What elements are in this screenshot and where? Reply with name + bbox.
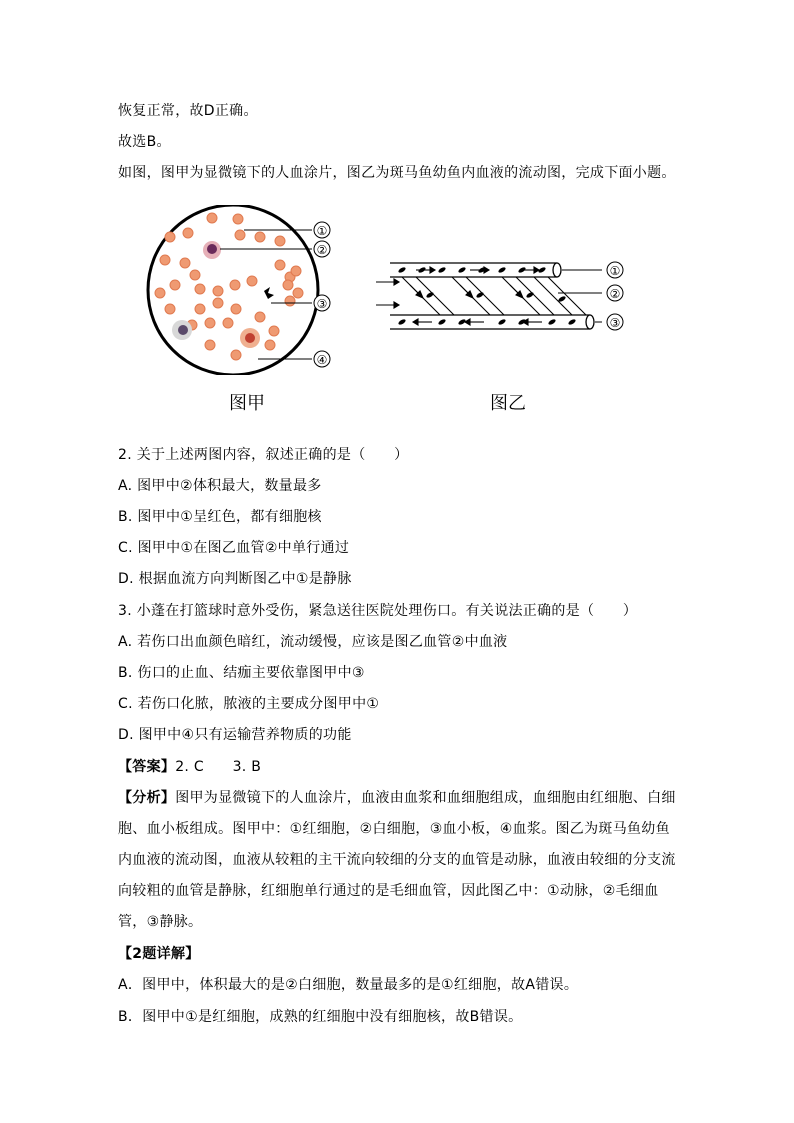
red-blood-cell: [195, 304, 205, 314]
red-blood-cell: [230, 280, 240, 290]
figure-jia-caption: 图甲: [229, 393, 265, 414]
red-blood-cell: [233, 214, 243, 224]
red-blood-cell: [170, 280, 180, 290]
text-line: 恢复正常，故D正确。: [118, 103, 258, 119]
red-blood-cell: [265, 340, 275, 350]
figure-yi-blood-flow: [372, 255, 632, 337]
intro-line: 如图，图甲为显微镜下的人血涂片，图乙为斑马鱼幼鱼内血液的流动图，完成下面小题。: [118, 165, 676, 181]
red-blood-cell: [223, 318, 233, 328]
red-blood-cell: [255, 232, 265, 242]
analysis-line: 管，③静脉。: [118, 914, 203, 930]
blood-cell: [498, 266, 507, 273]
option-d: D. 根据血流方向判断图乙中①是静脉: [118, 571, 352, 587]
label-3: ③: [609, 316, 621, 330]
figure-yi-caption: 图乙: [490, 393, 526, 414]
red-blood-cell: [293, 288, 303, 298]
red-blood-cell: [255, 312, 265, 322]
analysis-line: 胞、血小板组成。图甲中：①红细胞，②白细胞，③血小板，④血浆。图乙为斑马鱼幼鱼: [118, 821, 670, 837]
question-3-stem: 3. 小蓬在打篮球时意外受伤，紧急送往医院处理伤口。有关说法正确的是（ ）: [118, 603, 638, 619]
option-d: D. 图甲中④只有运输营养物质的功能: [118, 727, 352, 743]
red-blood-cell: [165, 232, 175, 242]
text-line: 故选B。: [118, 134, 171, 150]
blood-cell: [438, 266, 447, 273]
option-a: A. 图甲中②体积最大，数量最多: [118, 478, 322, 494]
option-c: C. 若伤口化脓，脓液的主要成分图甲中①: [118, 696, 380, 712]
blood-cell: [548, 318, 557, 325]
white-blood-cell: [172, 320, 192, 340]
red-blood-cell: [231, 304, 241, 314]
analysis-line: 【分析】图甲为显微镜下的人血涂片，血液由血浆和血细胞组成，血细胞由红细胞、白细: [118, 790, 676, 806]
red-blood-cell: [283, 280, 293, 290]
blood-cell: [476, 291, 485, 298]
blood-cell: [568, 318, 577, 325]
analysis-line: 内血液的流动图，血液从较粗的主干流向较细的分支的血管是动脉，血液由较细的分支流: [118, 852, 676, 868]
white-blood-cell: [240, 328, 260, 348]
red-blood-cell: [275, 236, 285, 246]
red-blood-cell: [195, 284, 205, 294]
option-b: B. 伤口的止血、结痂主要依靠图甲中③: [118, 665, 365, 681]
blood-cells: [398, 266, 577, 325]
option-b: B. 图甲中①呈红色，都有细胞核: [118, 509, 322, 525]
answer-tag: 【答案】: [118, 759, 176, 775]
blood-cell: [526, 291, 535, 298]
option-a: A. 若伤口出血颜色暗红，流动缓慢，应该是图乙血管②中血液: [118, 634, 508, 650]
figure-jia-blood-smear: [140, 205, 340, 375]
red-blood-cell: [207, 213, 217, 223]
detail-line: B．图甲中①是红细胞，成熟的红细胞中没有细胞核，故B错误。: [118, 1009, 523, 1025]
red-blood-cell: [160, 255, 170, 265]
blood-cell: [398, 266, 407, 273]
label-4: ④: [316, 353, 328, 367]
label-1: ①: [609, 264, 621, 278]
red-blood-cell: [231, 350, 241, 360]
label-2: ②: [609, 287, 621, 301]
answer-text: 2. C 3. B: [175, 759, 262, 775]
detail-line: A．图甲中，体积最大的是②白细胞，数量最多的是①红细胞，故A错误。: [118, 977, 579, 993]
red-blood-cell: [205, 318, 215, 328]
red-blood-cell: [285, 296, 295, 306]
red-blood-cell: [235, 230, 245, 240]
blood-cell: [426, 291, 435, 298]
answer-line: [118, 757, 261, 777]
red-blood-cell: [247, 276, 257, 286]
red-blood-cell: [180, 258, 190, 268]
blood-cell: [438, 318, 447, 325]
red-blood-cell: [155, 288, 165, 298]
label-2: ②: [316, 243, 328, 257]
detail-tag: 【2题详解】: [118, 946, 200, 962]
red-blood-cell: [183, 228, 193, 238]
analysis-paragraph: [118, 783, 674, 938]
blood-cell: [398, 318, 407, 325]
red-blood-cell: [275, 260, 285, 270]
question-2-stem: 2. 关于上述两图内容，叙述正确的是（ ）: [118, 447, 409, 463]
option-c: C. 图甲中①在图乙血管②中单行通过: [118, 540, 350, 556]
red-blood-cell: [213, 298, 223, 308]
red-blood-cell: [165, 304, 175, 314]
red-blood-cell: [190, 270, 200, 280]
label-3: ③: [316, 297, 328, 311]
analysis-line: 向较粗的血管是静脉，红细胞单行通过的是毛细血管，因此图乙中：①动脉，②毛细血: [118, 883, 659, 899]
red-blood-cell: [205, 340, 215, 350]
blood-cell: [458, 266, 467, 273]
red-blood-cell: [269, 326, 279, 336]
white-blood-cell: [203, 241, 221, 259]
red-blood-cell: [213, 286, 223, 296]
analysis-tag: 【分析】: [118, 790, 176, 806]
red-blood-cell: [291, 266, 301, 276]
label-1: ①: [316, 224, 328, 238]
blood-cell: [498, 318, 507, 325]
